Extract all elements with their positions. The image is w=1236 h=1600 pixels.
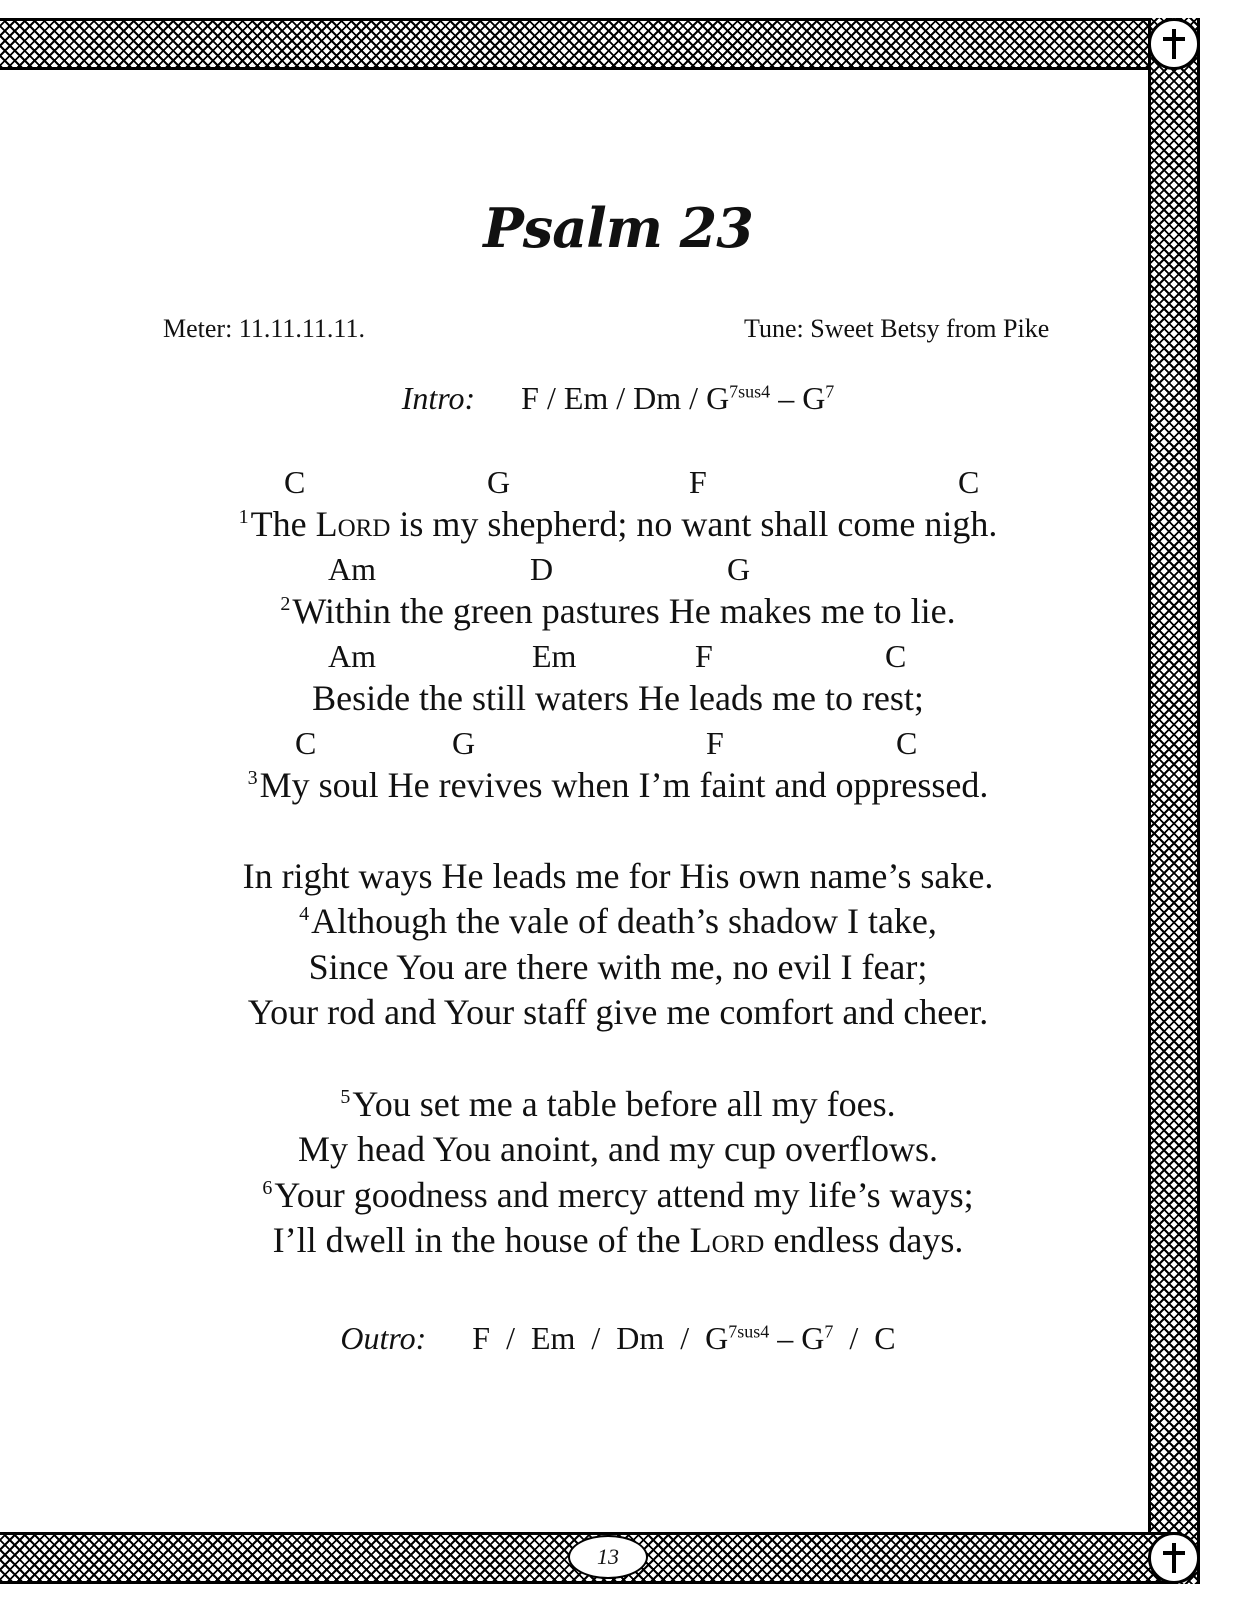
lord-smallcaps: Lord — [689, 1220, 765, 1260]
lyric-line — [0, 1083, 1236, 1125]
lyric-line: Since You are there with me, no evil I fear; — [308, 947, 928, 987]
lyric-line: My head You anoint, and my cup overflows. — [298, 1129, 938, 1169]
intro-progression — [0, 380, 1236, 417]
lyric-line: In right ways He leads me for His own name’s sake. — [242, 856, 994, 896]
lyric-line: Beside the still waters He leads me to rest; — [312, 678, 924, 718]
chord: G — [452, 725, 476, 761]
chord: C — [295, 725, 317, 761]
lyric-text: Within the green pastures He makes me to lie. — [292, 591, 956, 631]
intro-dash: – G — [770, 380, 826, 416]
intro-seven: 7 — [825, 381, 835, 402]
lyric-line — [0, 1174, 1236, 1216]
verse-number: 6 — [262, 1177, 273, 1199]
outro-label: Outro: — [340, 1320, 427, 1356]
verse-number: 1 — [238, 506, 249, 528]
chord: C — [885, 638, 907, 674]
top-border — [0, 18, 1178, 70]
lyric-text: Your goodness and mercy attend my life’s ways; — [274, 1175, 974, 1215]
chord-row — [0, 725, 1236, 759]
chord: F — [695, 638, 713, 674]
verse-number: 3 — [247, 767, 258, 789]
chord: Em — [532, 638, 577, 674]
page-number — [568, 1535, 648, 1579]
lyric-text: My soul He revives when I’m faint and oppressed. — [259, 765, 989, 805]
chord: F — [689, 464, 707, 500]
page-number-text: 13 — [597, 1544, 619, 1569]
outro-end: / C — [833, 1320, 896, 1356]
chord-row — [0, 464, 1236, 498]
chord-row — [0, 551, 1236, 585]
lyric-line — [0, 764, 1236, 806]
chord: Am — [328, 638, 376, 674]
meter: Meter: 11.11.11.11. — [163, 314, 365, 343]
intro-chords: F / Em / Dm / G — [521, 380, 730, 416]
intro-label: Intro: — [401, 380, 476, 416]
verse-number: 2 — [280, 593, 291, 615]
outro-chords: F / Em / Dm / G — [472, 1320, 729, 1356]
chord: G — [727, 551, 751, 587]
outro-sus: 7sus4 — [728, 1321, 770, 1342]
chord-row — [0, 638, 1236, 672]
lyric-text: You set me a table before all my foes. — [352, 1084, 896, 1124]
page-title: Psalm 23 — [483, 196, 753, 260]
outro-dash: – G — [769, 1320, 825, 1356]
lyric-line — [0, 590, 1236, 632]
chord: C — [284, 464, 306, 500]
lord-smallcaps: Lord — [315, 504, 391, 544]
lyric-text: I’ll dwell in the house of the — [272, 1220, 690, 1260]
chord: Am — [328, 551, 376, 587]
chord: D — [530, 551, 554, 587]
lyric-text: endless days. — [764, 1220, 964, 1260]
cross-icon — [1163, 1543, 1185, 1573]
lyric-line — [0, 1219, 1236, 1261]
lyric-text: The — [250, 504, 316, 544]
cross-icon — [1163, 29, 1185, 59]
chord: C — [958, 464, 980, 500]
lyric-line — [0, 900, 1236, 942]
lyric-text: is my shepherd; no want shall come nigh. — [390, 504, 998, 544]
verse-number: 4 — [299, 903, 310, 925]
lyric-line — [0, 503, 1236, 545]
intro-sus: 7sus4 — [729, 381, 771, 402]
outro-seven: 7 — [824, 1321, 834, 1342]
outro-progression — [0, 1320, 1236, 1357]
chord: G — [487, 464, 511, 500]
corner-medallion-bottom — [1148, 1532, 1200, 1584]
chord: C — [896, 725, 918, 761]
lyric-text: Although the vale of death’s shadow I take, — [311, 901, 937, 941]
tune: Tune: Sweet Betsy from Pike — [744, 314, 1050, 343]
chord: F — [706, 725, 724, 761]
corner-medallion-top — [1148, 18, 1200, 70]
lyric-line: Your rod and Your staff give me comfort and cheer. — [247, 992, 989, 1032]
verse-number: 5 — [340, 1086, 351, 1108]
